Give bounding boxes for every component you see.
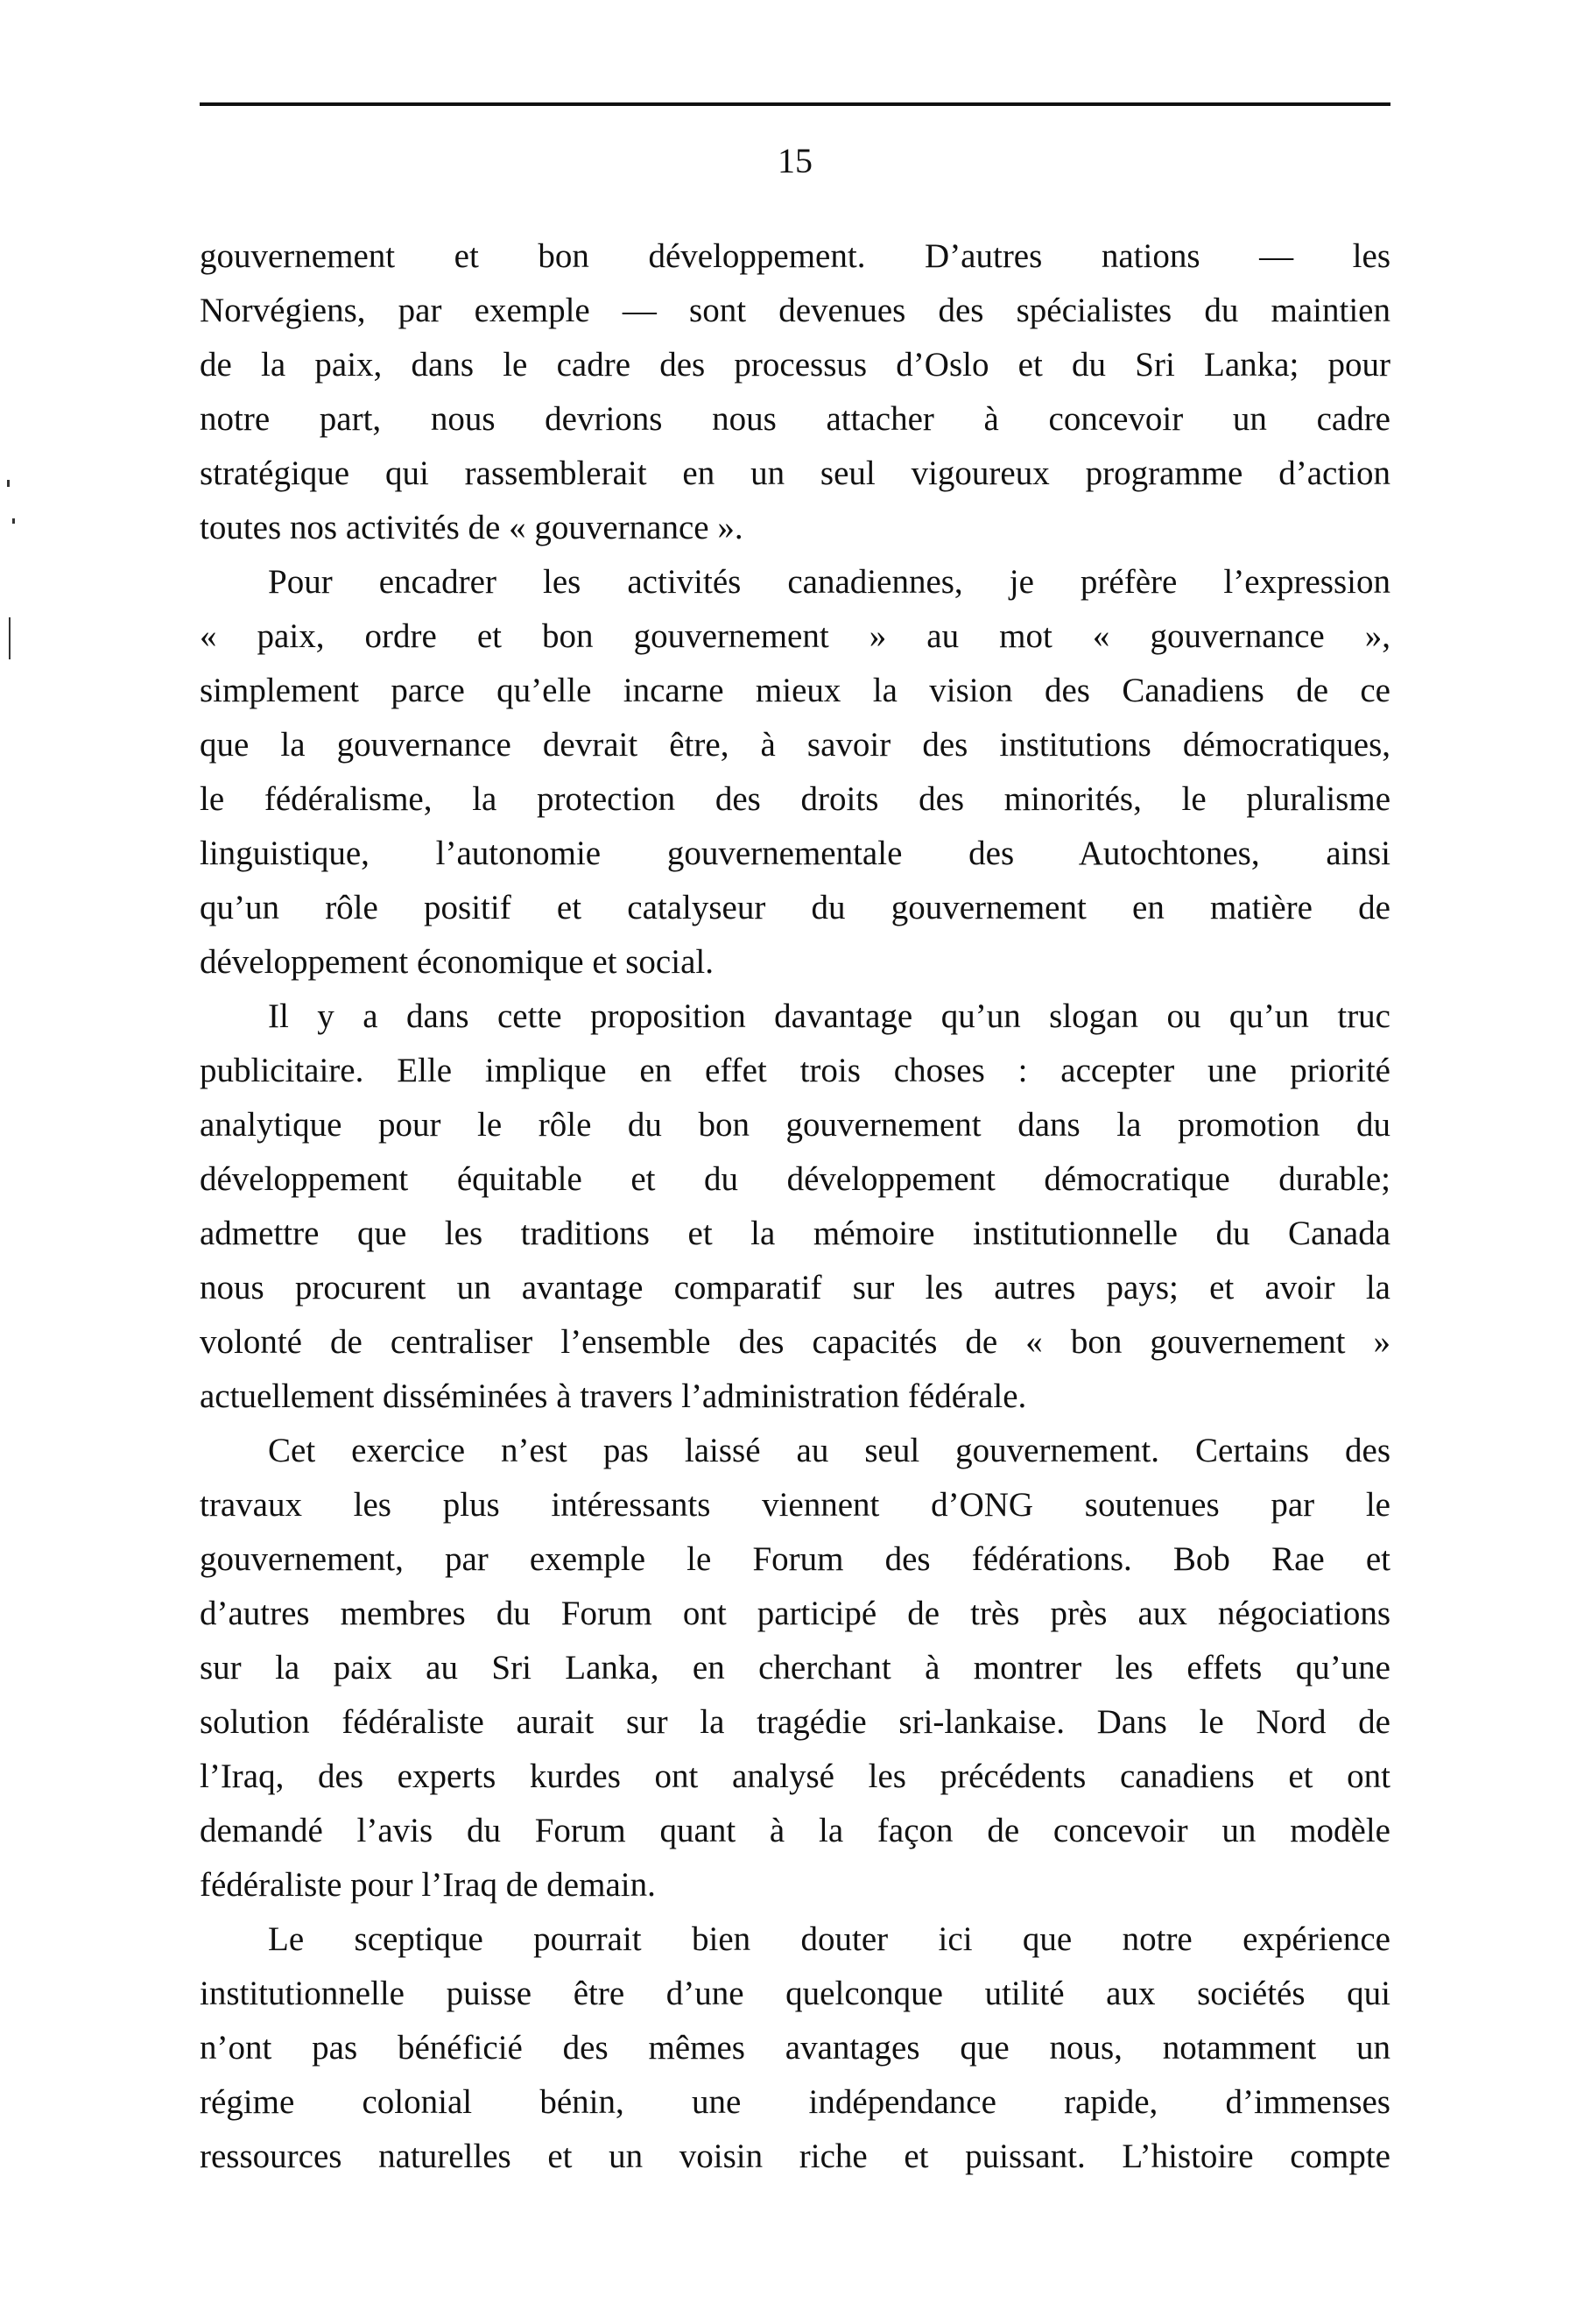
margin-mark [7, 480, 10, 487]
text-line: analytique pour le rôle du bon gouvernement dans la promotion du [200, 1106, 1390, 1144]
text-line: que la gouvernance devrait être, à savoir des institutions démocratiques, [200, 726, 1390, 764]
text-line: volonté de centraliser l’ensemble des capacités de « bon gouvernement » [200, 1323, 1390, 1361]
text-line: Pour encadrer les activités canadiennes, je préfère l’expression [268, 563, 1390, 601]
text-line: régime colonial bénin, une indépendance rapide, d’immenses [200, 2083, 1390, 2121]
text-line: travaux les plus intéressants viennent d’ONG soutenues par le [200, 1486, 1390, 1524]
text-line: le fédéralisme, la protection des droits des minorités, le pluralisme [200, 780, 1390, 818]
text-line: gouvernement, par exemple le Forum des fédérations. Bob Rae et [200, 1540, 1390, 1578]
text-line: institutionnelle puisse être d’une quelconque utilité aux sociétés qui [200, 1975, 1390, 2012]
text-line: de la paix, dans le cadre des processus d’Oslo et du Sri Lanka; pour [200, 346, 1390, 384]
paragraph [200, 555, 1390, 989]
paragraph [200, 989, 1390, 1424]
text-line: l’Iraq, des experts kurdes ont analysé les précédents canadiens et ont [200, 1757, 1390, 1795]
text-line: simplement parce qu’elle incarne mieux la vision des Canadiens de ce [200, 672, 1390, 709]
text-line: notre part, nous devrions nous attacher à concevoir un cadre [200, 400, 1390, 438]
text-line: Norvégiens, par exemple — sont devenues des spécialistes du maintien [200, 292, 1390, 329]
header-rule [200, 102, 1390, 106]
text-line: gouvernement et bon développement. D’autres nations — les [200, 237, 1390, 275]
text-line: toutes nos activités de « gouvernance ». [200, 509, 743, 546]
text-line: publicitaire. Elle implique en effet trois choses : accepter une priorité [200, 1052, 1390, 1089]
text-line: développement économique et social. [200, 943, 714, 981]
text-line: n’ont pas bénéficié des mêmes avantages que nous, notamment un [200, 2029, 1390, 2067]
text-line: linguistique, l’autonomie gouvernementale des Autochtones, ainsi [200, 835, 1390, 872]
text-line: nous procurent un avantage comparatif sur les autres pays; et avoir la [200, 1269, 1390, 1306]
text-line: Cet exercice n’est pas laissé au seul gouvernement. Certains des [268, 1432, 1390, 1469]
text-line: Le sceptique pourrait bien douter ici que notre expérience [268, 1920, 1390, 1958]
text-line: d’autres membres du Forum ont participé de très près aux négociations [200, 1595, 1390, 1632]
text-line: actuellement disséminées à travers l’administration fédérale. [200, 1377, 1027, 1415]
text-line: développement équitable et du développement démocratique durable; [200, 1160, 1390, 1198]
text-line: stratégique qui rassemblerait en un seul vigoureux programme d’action [200, 454, 1390, 492]
text-line: fédéraliste pour l’Iraq de demain. [200, 1866, 656, 1904]
text-line: admettre que les traditions et la mémoire institutionnelle du Canada [200, 1215, 1390, 1252]
page-number: 15 [778, 141, 813, 180]
text-line: sur la paix au Sri Lanka, en cherchant à montrer les effets qu’une [200, 1649, 1390, 1687]
text-line: ressources naturelles et un voisin riche et puissant. L’histoire compte [200, 2137, 1390, 2175]
text-line: solution fédéraliste aurait sur la tragédie sri-lankaise. Dans le Nord de [200, 1703, 1390, 1741]
text-line: « paix, ordre et bon gouvernement » au mot « gouvernance », [200, 617, 1390, 655]
body-text [200, 229, 1390, 2184]
margin-mark [9, 617, 11, 659]
text-line: demandé l’avis du Forum quant à la façon de concevoir un modèle [200, 1812, 1390, 1849]
text-line: qu’un rôle positif et catalyseur du gouvernement en matière de [200, 889, 1390, 926]
text-line: Il y a dans cette proposition davantage qu’un slogan ou qu’un truc [268, 997, 1390, 1035]
paragraph [200, 1424, 1390, 1912]
margin-mark [12, 518, 15, 524]
paragraph [200, 229, 1390, 555]
paragraph [200, 1912, 1390, 2184]
